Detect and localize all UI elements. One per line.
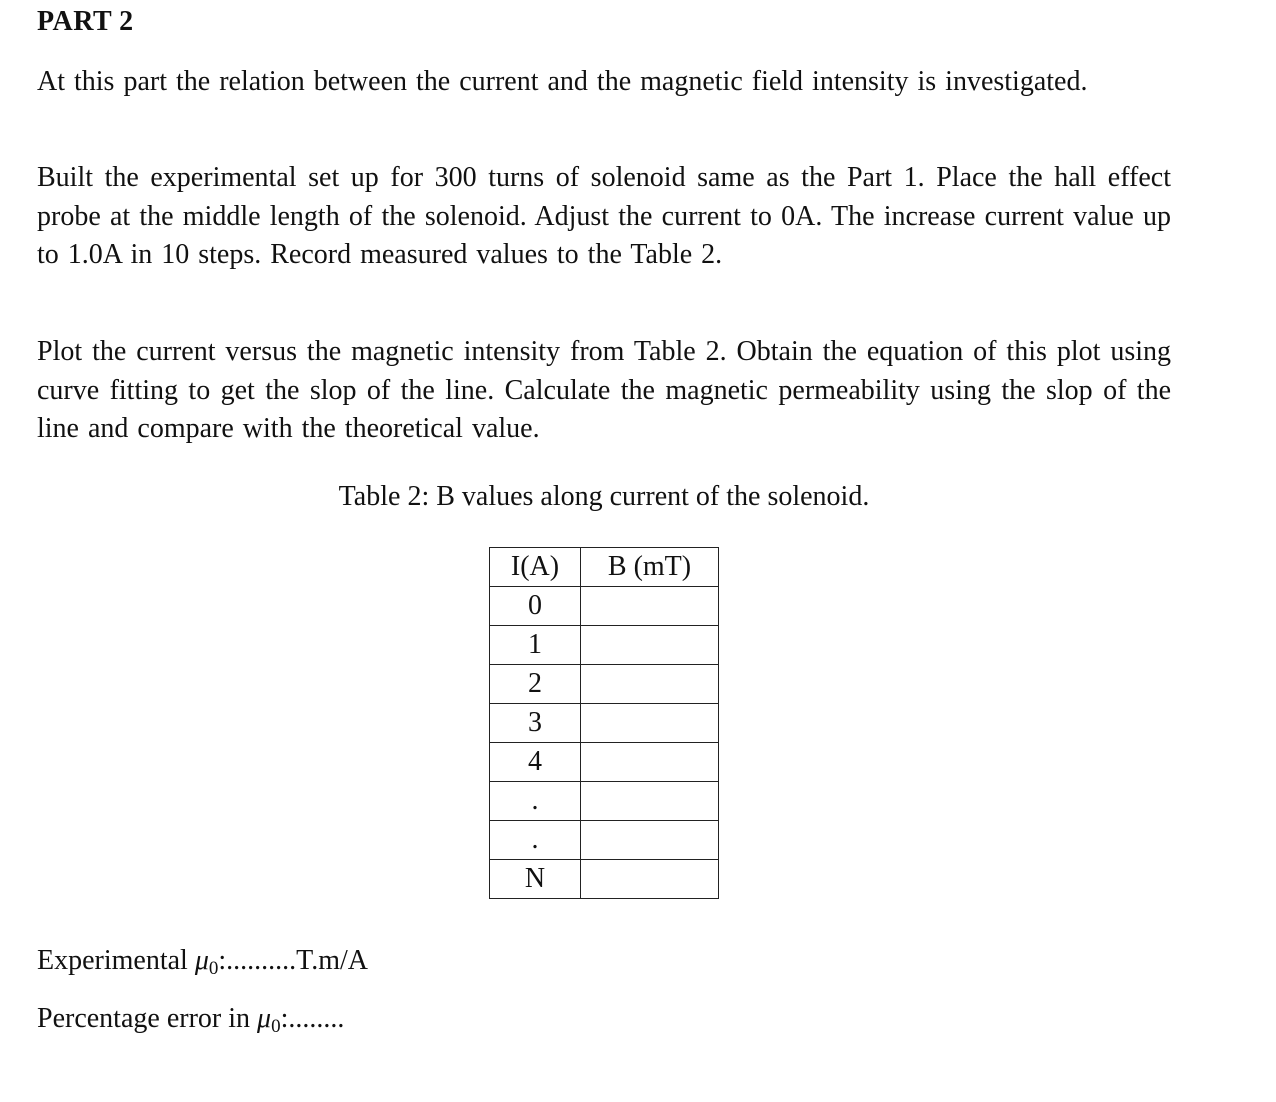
- experimental-label: Experimental: [37, 945, 195, 976]
- mu-symbol: [194, 945, 219, 979]
- mu-glyph: μ: [257, 1003, 272, 1034]
- current-cell: 2: [490, 665, 581, 704]
- table-row: [490, 587, 719, 626]
- field-cell[interactable]: [581, 626, 719, 665]
- mu-glyph: μ: [194, 945, 209, 976]
- table-row: [490, 743, 719, 782]
- table-row: [490, 821, 719, 860]
- table-row: [490, 704, 719, 743]
- current-cell: 1: [490, 626, 581, 665]
- current-cell: 3: [490, 704, 581, 743]
- table-row: [490, 626, 719, 665]
- current-cell: 0: [490, 587, 581, 626]
- field-cell[interactable]: [581, 782, 719, 821]
- field-cell[interactable]: [581, 704, 719, 743]
- error-label: Percentage error in: [37, 1003, 257, 1034]
- data-table: [489, 547, 719, 899]
- header-field: B (mT): [581, 548, 719, 587]
- setup-paragraph: Built the experimental set up for 300 turns of solenoid same as the Part 1. Place the hall effect probe at the middle length of the solenoid. Adjust the current to 0A. The increase current value up to 1.0A in 10 steps. Record measured values to the Table 2.: [37, 162, 1171, 271]
- field-cell[interactable]: [581, 587, 719, 626]
- current-cell: .: [490, 821, 581, 860]
- mu-subscript: 0: [271, 1016, 281, 1037]
- percentage-error-line: [37, 1003, 344, 1038]
- field-cell[interactable]: [581, 665, 719, 704]
- field-cell[interactable]: [581, 821, 719, 860]
- field-cell[interactable]: [581, 743, 719, 782]
- experimental-blank[interactable]: :..........T.m/A: [218, 945, 368, 976]
- current-cell: .: [490, 782, 581, 821]
- experimental-mu-line: [37, 945, 368, 980]
- field-cell[interactable]: [581, 860, 719, 899]
- current-cell: 4: [490, 743, 581, 782]
- current-cell: N: [490, 860, 581, 899]
- error-blank[interactable]: :........: [280, 1003, 345, 1034]
- table-row: [490, 665, 719, 704]
- mu-subscript: 0: [208, 958, 219, 979]
- section-title: PART 2: [37, 6, 134, 37]
- table-row: [490, 860, 719, 899]
- plot-paragraph: Plot the current versus the magnetic intensity from Table 2. Obtain the equation of this plot using curve fitting to get the slop of the line. Calculate the magnetic permeability using the slop of the line and compare with the theoretical value.: [37, 336, 1171, 445]
- intro-paragraph: At this part the relation between the current and the magnetic field intensity is investigated.: [37, 66, 1088, 97]
- table-header-row: [490, 548, 719, 587]
- table-row: [490, 782, 719, 821]
- mu-symbol: [257, 1003, 281, 1037]
- table-caption: Table 2: B values along current of the solenoid.: [338, 481, 870, 512]
- header-current: I(A): [490, 548, 581, 587]
